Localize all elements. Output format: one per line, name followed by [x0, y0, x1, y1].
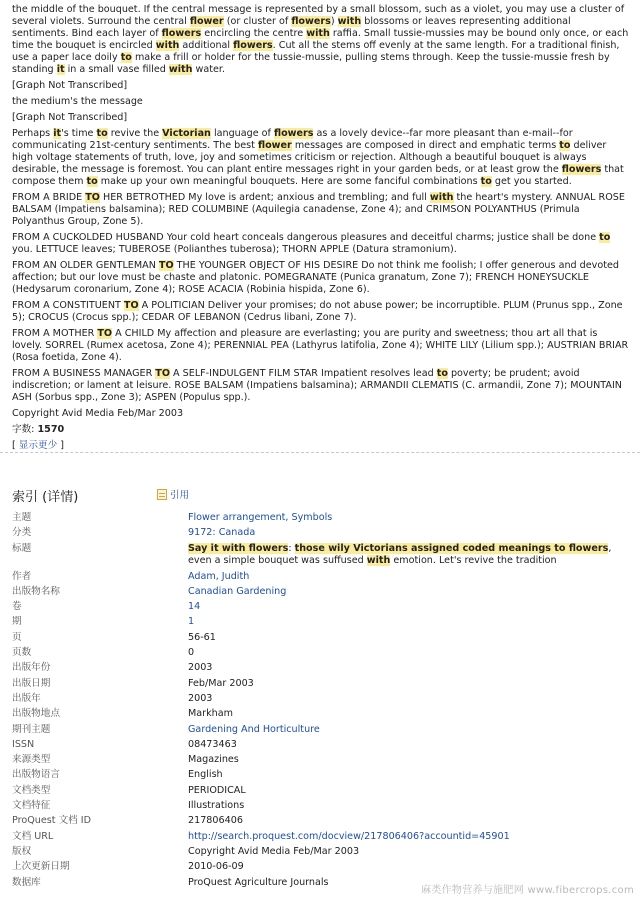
text-run: A SELF-INDULGENT FILM STAR Impatient resolves lead	[170, 368, 437, 379]
text-run: FROM A BRIDE	[12, 192, 86, 203]
index-field-label: 出版日期	[12, 677, 51, 689]
article-body	[12, 4, 630, 456]
index-field-value: Copyright Avid Media Feb/Mar 2003	[188, 845, 360, 857]
index-field-link[interactable]: Canadian Gardening	[188, 585, 287, 597]
highlighted-term: with	[429, 192, 454, 203]
text-run: [Graph Not Transcribed]	[12, 80, 128, 91]
index-field-value: 08473463	[188, 738, 237, 750]
index-row	[12, 586, 628, 601]
index-row	[12, 739, 628, 754]
highlighted-term: flowers	[161, 28, 202, 39]
highlighted-term: flower	[257, 140, 292, 151]
highlighted-term: TO	[85, 192, 100, 203]
highlighted-term: with	[155, 40, 180, 51]
article-paragraph	[12, 368, 630, 404]
index-row	[12, 724, 628, 739]
show-less-link[interactable]: 显示更少	[18, 440, 58, 451]
cite-icon	[157, 489, 167, 500]
text-run: blossoms or leaves representing additional sentiments. Bind each layer of	[12, 16, 571, 39]
index-row	[12, 632, 628, 647]
index-field-label: 期刊主题	[12, 723, 51, 735]
text-run: get you started.	[491, 176, 572, 187]
index-field-value: ProQuest Agriculture Journals	[188, 876, 329, 888]
text-run: 's time	[61, 128, 97, 139]
text-run: encircling the centre	[201, 28, 307, 39]
index-field-label: 页	[12, 631, 22, 643]
highlighted-term: with	[306, 28, 330, 39]
text-run: A CHILD My affection and pleasure are everlasting; you are purity and sweetness; thou art all that is lovely. SORREL (Rumex acetosa, Zone 4); PERENNIAL PEA (Lathyrus latifolia, Zone 4); WHITE LILY (Lilium spp.); AUSTRIAN BRIAR (Rosa foetida, Zone 4).	[12, 328, 629, 363]
index-row	[12, 815, 628, 830]
index-row	[12, 647, 628, 662]
text-run: the medium's the message	[12, 96, 143, 107]
index-title: 索引 (详情)	[12, 490, 79, 505]
text-run: the heart's mystery. ANNUAL ROSE BALSAM (Impatiens balsamina); RED COLUMBINE (Aquilegia canadense, Zone 4); and CRIMSON POLYANTHUS (Primula Polyanthus Group, Zone 5).	[12, 192, 625, 227]
highlighted-term: Say it with flowers	[188, 542, 289, 554]
index-field-link[interactable]: Flower arrangement, Symbols	[188, 512, 333, 523]
highlighted-term: with	[168, 64, 193, 75]
cite-link[interactable]	[157, 487, 189, 501]
article-paragraph	[12, 408, 630, 420]
text-run: raffia. Small tussie-mussies may be bound only once, or each time the bouquet is encircled	[12, 28, 629, 51]
index-field-link[interactable]: 9172: Canada	[188, 527, 256, 539]
index-row	[12, 785, 628, 800]
text-run: [Graph Not Transcribed]	[12, 112, 128, 123]
article-paragraph	[12, 232, 630, 256]
index-field-label: ISSN	[12, 738, 35, 750]
index-field-label: ProQuest 文档 ID	[12, 815, 92, 827]
index-field-label: 出版物名称	[12, 585, 60, 597]
index-field-label: 出版年	[12, 692, 41, 704]
text-run: FROM A CONSTITUENT	[12, 300, 124, 311]
text-run: make up your own meaningful bouquets. Here are some fanciful combinations	[97, 176, 481, 187]
text-run: the middle of the bouquet. If the central message is represented by a small blossom, such as a violet, you may use a cluster of several violets. Surround the central	[12, 4, 625, 27]
article-paragraph	[12, 128, 630, 188]
highlighted-term: Victorian	[162, 128, 211, 139]
index-row	[12, 527, 628, 542]
bracket-close: ]	[57, 440, 64, 451]
text-run: (or cluster of	[223, 16, 292, 27]
text-run: FROM A MOTHER	[12, 328, 98, 339]
index-field-label: 主题	[12, 512, 32, 523]
word-count-label: 字数:	[12, 424, 38, 435]
text-run: poverty; be prudent; avoid indiscretion; or lament at leisure. ROSE BALSAM (Impatiens balsamina); ARMANDII CLEMATIS (C. armandii, Zone 7); MOUNTAIN ASH (Sorbus spp., Zone 3); ASPEN (Populus spp.).	[12, 368, 622, 403]
index-field-value: 2003	[188, 692, 213, 704]
index-field-label: 文档类型	[12, 784, 51, 796]
index-field-label: 作者	[12, 570, 32, 582]
highlighted-term: flowers	[273, 128, 314, 139]
index-title-value	[188, 543, 628, 571]
cite-label: 引用	[170, 490, 190, 501]
index-field-link[interactable]: http://search.proquest.com/docview/217806406?accountid=45901	[188, 830, 510, 842]
highlighted-term: those wily Victorians assigned coded meanings to flowers	[294, 542, 609, 554]
show-less-toggle	[12, 440, 630, 452]
index-field-label: 上次更新日期	[12, 861, 70, 873]
highlighted-term: to	[559, 140, 571, 151]
highlighted-term: to	[96, 128, 108, 139]
article-paragraph	[12, 328, 630, 364]
index-field-label: 文档 URL	[12, 830, 54, 842]
index-field-label: 来源类型	[12, 754, 51, 766]
index-row	[12, 846, 628, 861]
index-field-link[interactable]: 14	[188, 601, 201, 613]
index-row	[12, 861, 628, 876]
highlighted-term: flowers	[233, 40, 273, 51]
index-field-value: 56-61	[188, 631, 216, 643]
index-header	[12, 486, 628, 505]
highlighted-term: to	[599, 232, 611, 243]
index-row	[12, 754, 628, 769]
highlighted-term: TO	[155, 368, 170, 379]
article-paragraph	[12, 4, 630, 76]
index-field-value: Feb/Mar 2003	[188, 677, 254, 689]
text-run: messages are composed in direct and emphatic terms	[291, 140, 560, 151]
text-run: emotion. Let's revive the tradition	[390, 554, 557, 566]
index-row	[12, 571, 628, 586]
highlighted-term: it	[56, 64, 65, 75]
text-run: THE YOUNGER OBJECT OF HIS DESIRE Do not think me foolish; I offer generous and devoted affection; but our love must be chaste and platonic. POMEGRANATE (Punica granatum, Zone 7); FRENCH HONEYSUCKLE (Hedysarum coronarium, Zone 4); ROSE ACACIA (Robinia hispida, Zone 6).	[12, 260, 619, 295]
text-run: Perhaps	[12, 128, 54, 139]
index-field-link[interactable]: Adam, Judith	[188, 570, 250, 582]
text-run: as a lovely device--far more pleasant than e-mail--for communicating 21st-century sentiments. The best	[12, 128, 573, 151]
highlighted-term: it	[53, 128, 62, 139]
text-run: FROM A CUCKOLDED HUSBAND Your cold heart conceals dangerous pleasures and deceitful charms; justice shall be done	[12, 232, 600, 243]
index-field-label: 出版年份	[12, 662, 51, 674]
highlighted-term: to	[480, 176, 492, 187]
index-field-label: 期	[12, 616, 22, 628]
index-field-link[interactable]: 1	[188, 616, 195, 628]
index-row	[12, 708, 628, 723]
section-divider	[0, 452, 640, 453]
article-paragraph	[12, 260, 630, 296]
highlighted-term: TO	[97, 328, 113, 339]
text-run: :	[288, 542, 295, 554]
index-field-value: 0	[188, 647, 195, 659]
index-table	[12, 512, 628, 892]
text-run: , even a simple bouquet was suffused	[188, 542, 612, 566]
text-run: water.	[192, 64, 226, 75]
index-field-value: English	[188, 769, 223, 781]
index-row	[12, 662, 628, 677]
index-field-value: 217806406	[188, 815, 243, 827]
article-paragraph	[12, 112, 630, 124]
index-field-label: 文档特征	[12, 800, 51, 812]
text-run: make a frill or holder for the tussie-mussie, pulling stems through. Keep the tussie-mussie fresh by standing	[12, 52, 610, 75]
highlighted-term: with	[366, 554, 391, 566]
text-run: in a small vase filled	[64, 64, 169, 75]
index-field-label: 卷	[12, 601, 22, 613]
index-row	[12, 543, 628, 571]
index-field-label: 出版物语言	[12, 769, 60, 781]
text-run: language of	[210, 128, 274, 139]
index-field-value: 2010-06-09	[188, 861, 244, 873]
text-run: FROM AN OLDER GENTLEMAN	[12, 260, 159, 271]
article-paragraph	[12, 80, 630, 92]
text-run: revive the	[107, 128, 163, 139]
index-field-value: PERIODICAL	[188, 784, 246, 796]
index-row	[12, 800, 628, 815]
index-row	[12, 693, 628, 708]
highlighted-term: TO	[123, 300, 139, 311]
highlighted-term: to	[436, 368, 448, 379]
highlighted-term: flower	[189, 16, 224, 27]
index-field-label: 标题	[12, 542, 32, 554]
highlighted-term: TO	[158, 260, 174, 271]
text-run: )	[330, 16, 338, 27]
index-field-value: Magazines	[188, 754, 239, 766]
index-field-value: Markham	[188, 708, 233, 720]
text-run: you. LETTUCE leaves; TUBEROSE (Polianthes tuberosa); THORN APPLE (Datura stramonium).	[12, 244, 457, 255]
watermark: 麻类作物营养与施肥网 www.fibercrops.com	[421, 885, 634, 896]
bracket-open: [	[12, 440, 19, 451]
index-row	[12, 678, 628, 693]
highlighted-term: flowers	[561, 164, 602, 175]
index-row	[12, 616, 628, 631]
article-paragraph	[12, 96, 630, 108]
article-paragraph	[12, 192, 630, 228]
highlighted-term: with	[337, 16, 362, 27]
text-run: HER BETROTHED My love is ardent; anxious and trembling; and full	[99, 192, 430, 203]
index-field-label: 数据库	[12, 876, 41, 888]
index-row	[12, 512, 628, 527]
index-row	[12, 769, 628, 784]
index-field-label: 版权	[12, 845, 32, 857]
text-run: FROM A BUSINESS MANAGER	[12, 368, 156, 379]
highlighted-term: to	[120, 52, 132, 63]
index-field-value: 2003	[188, 662, 213, 674]
text-run: Copyright Avid Media Feb/Mar 2003	[12, 408, 184, 419]
highlighted-term: flowers	[291, 16, 331, 27]
highlighted-term: to	[86, 176, 98, 187]
text-run: that compose them	[12, 164, 624, 187]
text-run: A POLITICIAN Deliver your promises; do not abuse power; be incorruptible. PLUM (Prunus spp., Zone 5); CROCUS (Crocus spp.); CEDAR OF LEBANON (Cedrus libani, Zone 7).	[12, 300, 623, 323]
word-count-value: 1570	[37, 424, 65, 435]
word-count	[12, 424, 630, 436]
index-field-value: Illustrations	[188, 800, 245, 812]
article-paragraph	[12, 300, 630, 324]
index-field-label: 出版物地点	[12, 708, 60, 720]
text-run: deliver high voltage statements of truth, love, joy and sometimes criticism or rejection. Although a beautiful bouquet is always desirable, the message is foremost. You can plant entire messages right in your garden beds, or at least grow the	[12, 140, 607, 175]
index-field-label: 分类	[12, 527, 32, 539]
text-run: additional	[179, 40, 234, 51]
index-row	[12, 601, 628, 616]
index-field-label: 页数	[12, 647, 32, 659]
text-run: . Cut all the stems off evenly at the same length. For a traditional finish, use a paper lace doily	[12, 40, 620, 63]
index-row	[12, 831, 628, 846]
index-field-link[interactable]: Gardening And Horticulture	[188, 723, 320, 735]
